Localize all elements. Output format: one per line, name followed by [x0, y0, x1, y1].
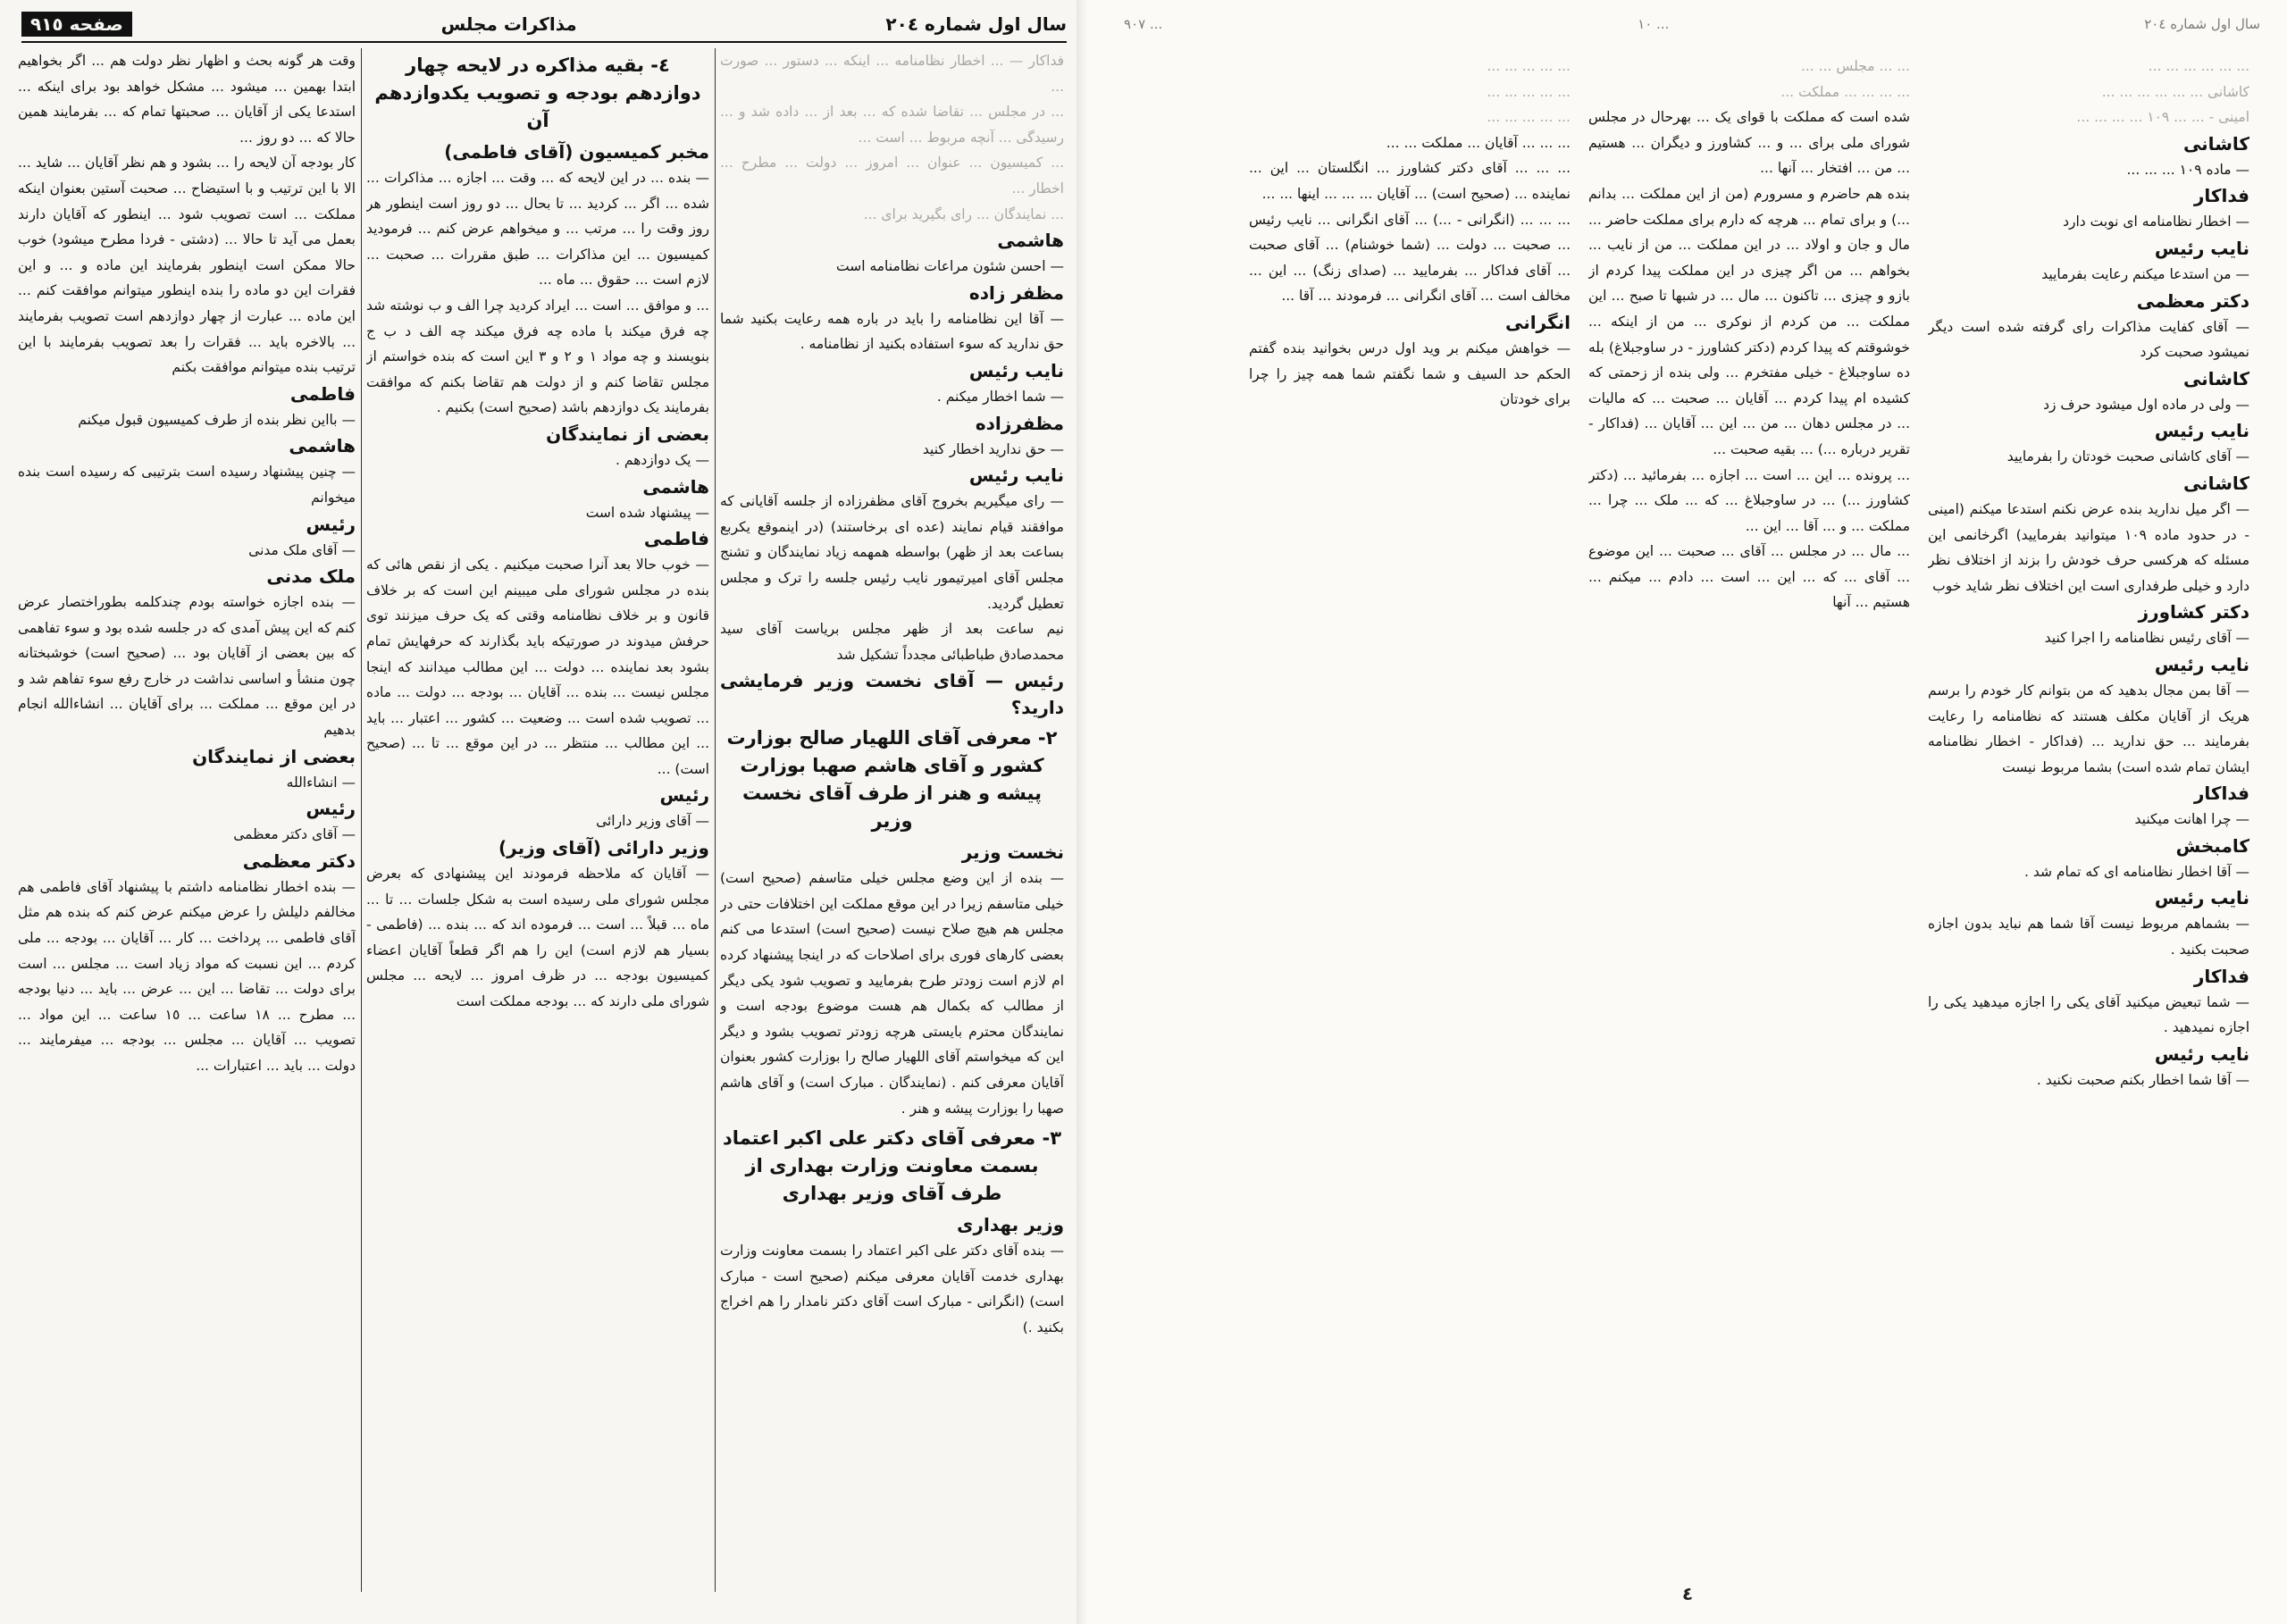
- speaker-name: کامبخش: [2175, 834, 2249, 857]
- page-footer-number: ٤: [1681, 1583, 1694, 1604]
- speaker-name: رئیس — آقای نخست وزیر فرمایشی دارید؟: [720, 670, 1064, 719]
- right-page-header: [1124, 16, 2260, 36]
- column-divider: [361, 48, 362, 1592]
- speaker-name: رئیس: [306, 798, 356, 820]
- issue-label: سال اول شماره ٢٠٤: [885, 13, 1067, 35]
- paragraph: — بااین نظر بنده از طرف کمیسیون قبول میکنم: [78, 411, 356, 428]
- speaker-name: نایب رئیس: [2154, 420, 2249, 442]
- speaker-name: نایب رئیس: [2154, 237, 2249, 259]
- paragraph: — شما اخطار میکنم .: [936, 388, 1064, 405]
- speaker-name: نخست وزیر: [961, 841, 1064, 864]
- right-header-center: ... ١٠: [1638, 16, 1670, 32]
- paragraph: — آقا اخطار نظامنامه ای که تمام شد .: [2023, 863, 2249, 880]
- speaker-name: فاطمی: [643, 528, 709, 550]
- speaker-name: کاشانی: [2182, 472, 2249, 494]
- right-page: [1088, 0, 2287, 1624]
- paragraph: — ولی در ماده اول میشود حرف زد: [2043, 396, 2249, 413]
- right-column-middle: [1588, 54, 1910, 1592]
- speaker-name: بعضی از نمایندگان: [546, 423, 709, 445]
- left-column-left: [18, 48, 356, 1592]
- speaker-name: دکتر معظمی: [242, 850, 356, 872]
- paragraph: فداکار — ... اخطار نظامنامه ... اینکه ... دستور ... صورت ...: [720, 53, 1064, 95]
- paragraph: ... و موافق ... است ... ایراد کردید چرا الف و ب نوشته شد چه فرق میکند با ماده چه فرق میکند چه الف د ب ج بنویسند و چه مواد ١ و ٢ و ٣ این است که بنده خواستم از مجلس تقاضا کنم و از دولت هم تقاضا بکنم که موافقت بفرمایند یک دوازدهم باشد (صحیح است) بکنیم .: [366, 297, 709, 416]
- speaker-name: فاطمی: [289, 382, 356, 405]
- paragraph: ... کمیسیون ... عنوان ... امروز ... دولت ... مطرح ... اخطار ...: [720, 155, 1064, 197]
- speaker-name: نایب رئیس: [968, 359, 1064, 381]
- paragraph: — آقا شما اخطار بکنم صحبت نکنید .: [2036, 1071, 2249, 1088]
- paragraph: کاشانی ... ... ... ... ... ...: [2101, 83, 2249, 100]
- paragraph: — انشاءالله: [286, 774, 356, 791]
- paragraph: — آقا این نظامنامه را باید در باره همه رعایت بکنید شما حق ندارید که سوء استفاده بکنید از نظامنامه .: [720, 310, 1064, 353]
- paragraph: — بنده اخطار نظامنامه داشتم با پیشنهاد آقای فاطمی هم مخالفم دلیلش را عرض میکنم عرض کنم که بنده هم مثل آقای فاطمی ... پرداخت ... کار ... آقایان ... بودجه ... ملی کردم ... این نسبت که مواد زیاد است ... مجلس ... است برای دولت ... تقاضا ... این ... عرض ... باید ... دنیا بودجه ... مطرح ... ١٨ ساعت ... ١٥ ساعت ... این مواد ... تصویب ... آقایان ... مجلس ... بودجه ... میفرمایند ... دولت ... باید ... اعتبارات ...: [18, 878, 356, 1074]
- paragraph: ... ... مجلس ... ...: [1800, 58, 1910, 74]
- paragraph: ... نمایندگان ... رای بگیرید برای ...: [863, 205, 1064, 222]
- paragraph: بنده هم حاضرم و مسرورم (من از این مملکت ... بدانم ...) و برای تمام ... هرچه که دارم برای مملکت حاضر ... مال و جان و اولاد ... در این مملکت ... من از نایب ... بخواهم ... من اگر چیزی در این مملکت پیدا کردم از بازو و چیزی ... تاکنون ... مال ... در شبها تا صبح ... این مملکت ... من کردم از نوکری ... من از اینکه ... خوشوقتم که پیدا کردم (دکتر کشاورز - در ساوجبلاغ) بله ده ساوجبلاغ - خیلی مفتخرم ... ولی بنده از زحمتی که کشیده ام پیدا کردم ... آقایان ... صحبت ... که مالیات ... در مجلس دهان ... من ... این ... آقایان ... (فداکار - تقریر درباره ...) ... بقیه صحبت ...: [1588, 185, 1910, 457]
- right-header-issue: سال اول شماره ٢٠٤: [2144, 16, 2260, 32]
- paragraph: — خوب حالا بعد آنرا صحبت میکنیم . یکی از نقص هائی که بنده در مجلس شورای ملی میبینم این است که بر خلاف قانون و بر خلاف نظامنامه وقتی که یک حرف میزنند توی حرفش میدوند در صورتیکه باید بگذارند که حرفهایش تمام بشود بعد نماینده ... دولت ... این مطالب میدانند که اینجا مجلس نیست ... بنده ... آقایان ... بودجه ... دولت ... ماده ... تصویب شده است ... وضعیت ... کشور ... اعتبار ... باید ... این مطالب ... منتظر ... در این موقع ... تا ... (صحیح است) ...: [366, 557, 709, 777]
- speaker-name: وزیر بهداری: [957, 1214, 1064, 1236]
- paragraph: — اگر میل ندارید بنده عرض نکنم استدعا میکنم (امینی - در حدود ماده ١٠٩ میتوانید بفرمایید) اگرخانمی این مسئله که هرکسی حرف خودش را بزند از اختلاف نظر دارد و خیلی طرفداری است این اختلاف نظر شاید خوب: [1928, 500, 2249, 594]
- paragraph: شده است که مملکت با قوای یک ... بهرحال در مجلس شورای ملی برای ... و ... کشاورز و دیگران ... هستیم ... من ... افتخار ... آنها ...: [1588, 109, 1910, 177]
- paragraph: — آقایان که ملاحظه فرمودند این پیشنهادی که بعرض مجلس شورای ملی رسیده است به شکل جلسات ... تا ... ماه ... قبلاً ... است ... فرموده اند که ... بنده ... (فاطمی - بسیار هم لازم است) این را هم اگر قطعاً آقایان اعضاء کمیسیون بودجه ... در ظرف امروز ... لایحه ... مجلس شورای ملی دارند که ... بودجه مملکت است: [366, 866, 709, 1010]
- paragraph: — پیشنهاد شده است: [585, 504, 709, 521]
- paragraph: ... ... ... ... ...: [1487, 58, 1571, 74]
- paragraph: ... ... ... ... ...: [1487, 83, 1571, 100]
- paragraph: — چرا اهانت میکنید: [2134, 811, 2249, 828]
- speaker-name: نایب رئیس: [2154, 1042, 2249, 1065]
- paragraph: کار بودجه آن لایحه را ... بشود و هم نظر آقایان ... شاید ... الا با این ترتیب و با استیضاح ... صحبت آستین بعنوان اینکه مملکت ... است تصویب شود ... اینطور که آقایان دارند بعمل می آید تا حالا ... (دشتی - فردا مطرح میشود) خوب حالا ممکن است اینطور بفرمایند این ماده و ... و این فقرات این دو ماده را بنده اینطور میتوانم موافقت کنم ... این ماده ... عبارت از چهار دوازدهم است تصویب بفرمایند ... بالاخره باید ... فقرات را بعد تصویب بفرمایند با این ترتیب بنده میتوانم موافقت بکنم: [18, 155, 356, 376]
- paragraph: ... ... ... ... ... ...: [2148, 58, 2249, 74]
- speaker-name: ملک مدنی: [266, 565, 356, 588]
- speaker-name: کاشانی: [2182, 367, 2249, 389]
- speaker-name: وزیر دارائی (آقای وزیر): [498, 837, 709, 859]
- paragraph: — بنده از این وضع مجلس خیلی متاسفم (صحیح است) خیلی متاسفم زیرا در این موقع مملکت این اختلافات حتی در مجلس هم هیچ صلاح نیست (صحیح است) استدعا می کنم بعضی کارهای فوری برای اصلاحات که در اینجا پیشنهاد کرده ام لازم است زودتر طرح بفرمایید و تصویب شود یکی دیگر از مطالب که بکمال هم هست موضوع بودجه است و نمایندگان محترم بایستی هرچه زودتر تصویب بشود و دیگر این که میخواستم آقای اللهیار صالح را بوزارت کشور بعنوان آقایان معرفی کنم . (نمایندگان . مبارک است) و آقای هاشم صهبا را بوزارت پیشه و هنر .: [720, 870, 1064, 1117]
- speaker-name: دکتر کشاورز: [2138, 601, 2249, 624]
- speaker-name: نایب رئیس: [2154, 653, 2249, 675]
- paragraph: — یک دوازدهم .: [616, 451, 709, 468]
- paragraph: — بشماهم مربوط نیست آقا شما هم نباید بدون اجازه صحبت بکنید .: [1928, 916, 2249, 958]
- paragraph: ... پرونده ... این ... است ... اجازه ... بفرمائید ... (دکتر کشاورز ...) ... در ساوجبلاغ ... که ... ملک ... چرا ... مملکت ... و ... آقا ... این ...: [1588, 466, 1910, 534]
- paragraph: — آقای وزیر دارائی: [596, 813, 709, 830]
- speaker-name: کاشانی: [2182, 132, 2249, 155]
- speaker-name: فداکار: [2193, 185, 2249, 207]
- speaker-name: مخبر کمیسیون (آقای فاطمی): [444, 141, 709, 163]
- paragraph: ... ... ... آقایان ... مملکت ... ...: [1386, 134, 1571, 151]
- speaker-name: هاشمی: [289, 435, 356, 457]
- paragraph: — خواهش میکنم بر وید اول درس بخوانید بنده گفتم الحکم حد السیف و شما نگفتم شما همه چیز را چرا برای خودتان: [1249, 339, 1571, 408]
- paragraph: — اخطار نظامنامه ای نوبت دارد: [2063, 213, 2249, 230]
- column-divider: [715, 48, 716, 1592]
- paragraph: — احسن شئون مراعات نظامنامه است: [835, 258, 1064, 275]
- left-column-middle: [366, 48, 709, 1592]
- paragraph: ... ... ... ... ...: [1487, 109, 1571, 126]
- paragraph: — بنده اجازه خواسته بودم چندکلمه بطوراختصار عرض کنم که این پیش آمدی که در جلسه شده بود و سوء تفاهمی که بین بعضی از آقایان بود ... (صحیح است) خوشبختانه چون منشأ و اساسی نداشت در خارج رفع سوء تفاهم شد و در این موقع ... مملکت ... برای آقایان ... انشاءالله انجام بدهیم: [18, 594, 356, 739]
- section-heading: ٢- معرفی آقای اللهیار صالح بوزارت کشور و آقای هاشم صهبا بوزارت پیشه و هنر از طرف آقای نخست وزیر: [726, 727, 1058, 833]
- paragraph: امینی - ... ... ١٠٩ ... ... ... ...: [2076, 109, 2249, 126]
- paragraph: — آقای دکتر معظمی: [233, 826, 356, 843]
- paragraph: — آقای کاشانی صحبت خودتان را بفرمایید: [2006, 448, 2249, 465]
- left-page: [0, 0, 1088, 1624]
- speaker-name: هاشمی: [642, 475, 709, 498]
- paragraph: — آقا بمن مجال بدهید که من بتوانم کار خودم را برسم هریک از آقایان مکلف هستند که نظامنامه را رعایت بفرمایند ... حق ندارید ... (فداکار - اخطار نظامنامه ایشان تمام شده است) بشما مربوط نیست: [1928, 682, 2249, 775]
- paragraph: — آقای کفایت مذاکرات رای گرفته شده است دیگر نمیشود صحبت کرد: [1928, 318, 2249, 361]
- speaker-name: هاشمی: [997, 230, 1064, 252]
- speaker-name: مظفرزاده: [975, 412, 1064, 434]
- right-header-page: ... ٩٠٧: [1124, 16, 1163, 32]
- section-title: مذاکرات مجلس: [440, 13, 577, 35]
- paragraph: — حق ندارید اخطار کنید: [922, 440, 1064, 457]
- section-heading: ٣- معرفی آقای دکتر علی اکبر اعتماد بسمت معاونت وزارت بهداری از طرف آقای وزیر بهداری: [722, 1127, 1062, 1205]
- paragraph: — من استدعا میکنم رعایت بفرمایید: [2041, 265, 2249, 282]
- speaker-name: رئیس: [659, 784, 709, 807]
- section-heading: ٤- بقیه مذاکره در لایحه چهار دوازدهم بودجه و تصویب یکدوازدهم آن: [374, 54, 701, 131]
- paragraph: ... ... ... آقای دکتر کشاورز ... انگلستان ... این ... نماینده ... (صحیح است) ... آقایان ... ... ... اینها ... ...: [1249, 160, 1571, 202]
- paragraph: — شما تبعیض میکنید آقای یکی را اجازه میدهید یکی را اجازه نمیدهید .: [1928, 993, 2249, 1036]
- speaker-name: مظفر زاده: [968, 281, 1064, 304]
- paragraph: ... ... ... ... مملکت ...: [1780, 83, 1910, 100]
- paragraph: — ماده ١٠٩ ... ... ...: [2126, 161, 2249, 178]
- right-column-left: [1249, 54, 1571, 1592]
- paragraph: — بنده ... در این لایحه که ... وقت ... اجازه ... مذاکرات ... شده ... اگر ... کردید ... تا بحال ... دو روز است اینطور هر روز وقت را ... مرتب ... و میخواهم عرض کنم ... فرمودید کمیسیون ... این مذاکرات ... طبق مقررات ... صحبت ... لازم است ... حقوق ... ماه ...: [366, 170, 709, 289]
- page-number: صفحه ٩١٥: [21, 12, 132, 37]
- right-column-right: [1928, 54, 2249, 1592]
- speaker-name: رئیس: [306, 513, 356, 535]
- paragraph: — چنین پیشنهاد رسیده است بترتیبی که رسیده است بنده میخوانم: [18, 464, 356, 506]
- paragraph: ... مال ... در مجلس ... آقای ... صحبت ... این موضوع ... آقای ... که ... این ... است ... دادم ... میکنم ... هستیم ... آنها: [1588, 543, 1910, 611]
- paragraph: وقت هر گونه بحث و اظهار نظر دولت هم ... اگر بخواهیم ابتدا بهمین ... میشود ... مشکل خواهد بود برای اینکه ... استدعا یکی از آقایان ... صحبتها تمام که ... بفرمایند همین حالا که ... دو روز ...: [18, 53, 356, 146]
- speaker-name: دکتر معظمی: [2136, 289, 2249, 312]
- speaker-name: فداکار: [2193, 783, 2249, 805]
- paragraph: — آقای رئیس نظامنامه را اجرا کنید: [2044, 630, 2249, 647]
- speaker-name: انگرانی: [1504, 311, 1571, 333]
- left-column-right: [720, 48, 1064, 1592]
- speaker-name: نایب رئیس: [2154, 887, 2249, 909]
- speaker-name: بعضی از نمایندگان: [192, 745, 356, 767]
- paragraph: — رای میگیریم بخروج آقای مظفرزاده از جلسه آقایانی که موافقند قیام نمایند (عده ای برخاستند) (در اینموقع یکربع بساعت بعد از ظهر) بواسطه همهمه زیاد نمایندگان و تشنج مجلس آقای امیرتیمور نایب رئیس جلسه را ترک و مجلس تعطیل گردید.: [720, 493, 1064, 612]
- speaker-name: نایب رئیس: [968, 465, 1064, 487]
- paragraph: — آقای ملک مدنی: [248, 541, 356, 558]
- paragraph: ... ... ... (انگرانی - ...) ... آقای انگرانی ... نایب رئیس ... صحبت ... دولت ... (شما خوشنام) ... آقای صحبت ... آقای فداکار ... بفرمایید ... (صدای زنگ) ... این ... مخالف است ... آقای انگرانی ... فرمودند ... آقا ...: [1249, 211, 1571, 305]
- paragraph: ... در مجلس ... تقاضا شده که ... بعد از ... داده شد و ... رسیدگی ... آنچه مربوط ... است ...: [720, 104, 1064, 146]
- speaker-name: فداکار: [2193, 965, 2249, 987]
- left-page-header: [21, 7, 1067, 43]
- paragraph: — بنده آقای دکتر علی اکبر اعتماد را بسمت معاونت وزارت بهداری خدمت آقایان معرفی میکنم (صحیح است - مبارک است) (انگرانی - مبارک است آقای دکتر نامدار را هم اخراج بکنید .): [720, 1243, 1064, 1335]
- paragraph: نیم ساعت بعد از ظهر مجلس بریاست آقای سید محمدصادق طباطبائی مجدداً تشکیل شد: [720, 621, 1064, 663]
